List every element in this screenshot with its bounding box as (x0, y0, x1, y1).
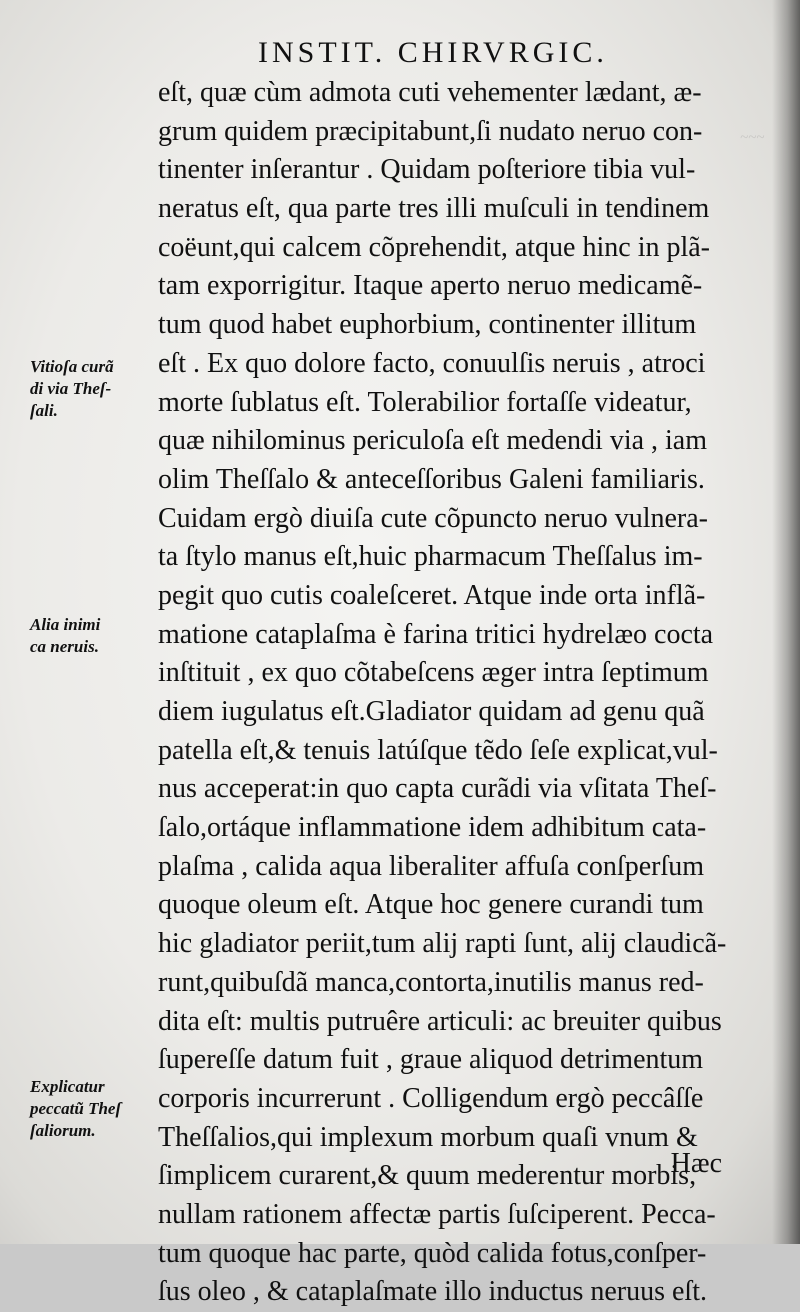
margin-note-line: Vitioſa curã (30, 357, 114, 376)
text-line: ſus oleo , & cataplaſmate illo inductus neruus eſt. (158, 1276, 707, 1308)
text-line: olim Theſſalo & anteceſſoribus Galeni familiaris. (158, 463, 705, 495)
text-line: coëunt,qui calcem cõprehendit, atque hinc in plã- (158, 231, 711, 263)
text-line: morte ſublatus eſt. Tolerabilior fortaſſe videatur, (158, 386, 692, 418)
margin-note-vitiosa (30, 356, 154, 422)
text-line: grum quidem præcipitabunt,ſi nudato neruo con- (158, 115, 703, 147)
margin-note-line: di via Theſ- (30, 379, 112, 398)
text-line: quoque oleum eſt. Atque hoc genere curandi tum (158, 889, 704, 921)
text-line: patella eſt,& tenuis latúſque tẽdo ſeſe explicat,vul- (158, 734, 718, 766)
text-line: corporis incurrerunt . Colligendum ergò peccâſſe (158, 1082, 704, 1114)
text-line: pegit quo cutis coaleſceret. Atque inde orta inflã- (158, 579, 706, 611)
text-line: plaſma , calida aqua liberaliter affuſa conſperſum (158, 850, 705, 882)
text-line: ſalo,ortáque inflammatione idem adhibitum cata- (158, 812, 707, 844)
running-head: INSTIT. CHIRVRGIC. (258, 36, 608, 69)
margin-note-line: ſaliorum. (30, 1121, 96, 1140)
text-line: eſt, quæ cùm admota cuti vehementer lædant, æ- (158, 77, 702, 108)
text-line: diem iugulatus eſt.Gladiator quidam ad genu quã (158, 696, 705, 727)
text-line: neratus eſt, qua parte tres illi muſculi in tendinem (158, 193, 710, 225)
text-line: tinenter inſerantur . Quidam poſteriore tibia vul- (158, 154, 696, 186)
margin-note-explicatur (30, 1076, 154, 1142)
text-line: ſimplicem curarent,& quum mederentur morbis, (158, 1160, 697, 1192)
text-line: nus acceperat:in quo capta curãdi via vſitata Theſ- (158, 773, 717, 805)
text-line: Cuidam ergò diuiſa cute cõpuncto neruo vulnera- (158, 502, 708, 534)
text-line: ſupereſſe datum fuit , graue aliquod detrimentum (158, 1044, 704, 1076)
text-line: eſt . Ex quo dolore facto, conuulſis neruis , atroci (158, 347, 706, 379)
text-line: tum quoque hac parte, quòd calida fotus,conſper- (158, 1237, 707, 1269)
margin-note-line: Alia inimi (30, 615, 101, 634)
show-through-text: ~~~ (740, 130, 765, 146)
text-line: matione cataplaſma è farina tritici hydrelæo cocta (158, 618, 714, 650)
text-line: nullam rationem affectæ partis ſuſciperent. Pecca- (158, 1198, 716, 1230)
text-line: runt,quibuſdã manca,contorta,inutilis manus red- (158, 966, 704, 998)
text-line: dita eſt: multis putruêre articuli: ac breuiter quibus (158, 1005, 722, 1037)
catchword: Hæc (670, 1148, 722, 1179)
margin-note-line: ca neruis. (30, 637, 99, 656)
text-line: Theſſalios,qui implexum morbum quaſi vnum & (158, 1121, 698, 1153)
margin-note-line: Explicatur (30, 1077, 105, 1096)
text-line: hic gladiator periit,tum alij rapti ſunt, alij claudicã- (158, 928, 727, 960)
main-text-block (158, 74, 738, 1312)
text-line: inſtituit , ex quo cõtabeſcens æger intra ſeptimum (158, 657, 709, 689)
margin-note-line: peccatũ Theſ (30, 1099, 122, 1118)
text-line: ta ſtylo manus eſt,huic pharmacum Theſſalus im- (158, 541, 703, 573)
text-line: tam exporrigitur. Itaque aperto neruo medicamẽ- (158, 270, 703, 302)
margin-note-line: ſali. (30, 401, 58, 420)
page-gutter-shadow (772, 0, 800, 1244)
text-line: tum quod habet euphorbium, continenter illitum (158, 309, 697, 341)
margin-note-alia (30, 614, 154, 658)
text-line: quæ nihilominus periculoſa eſt medendi via , iam (158, 425, 708, 457)
